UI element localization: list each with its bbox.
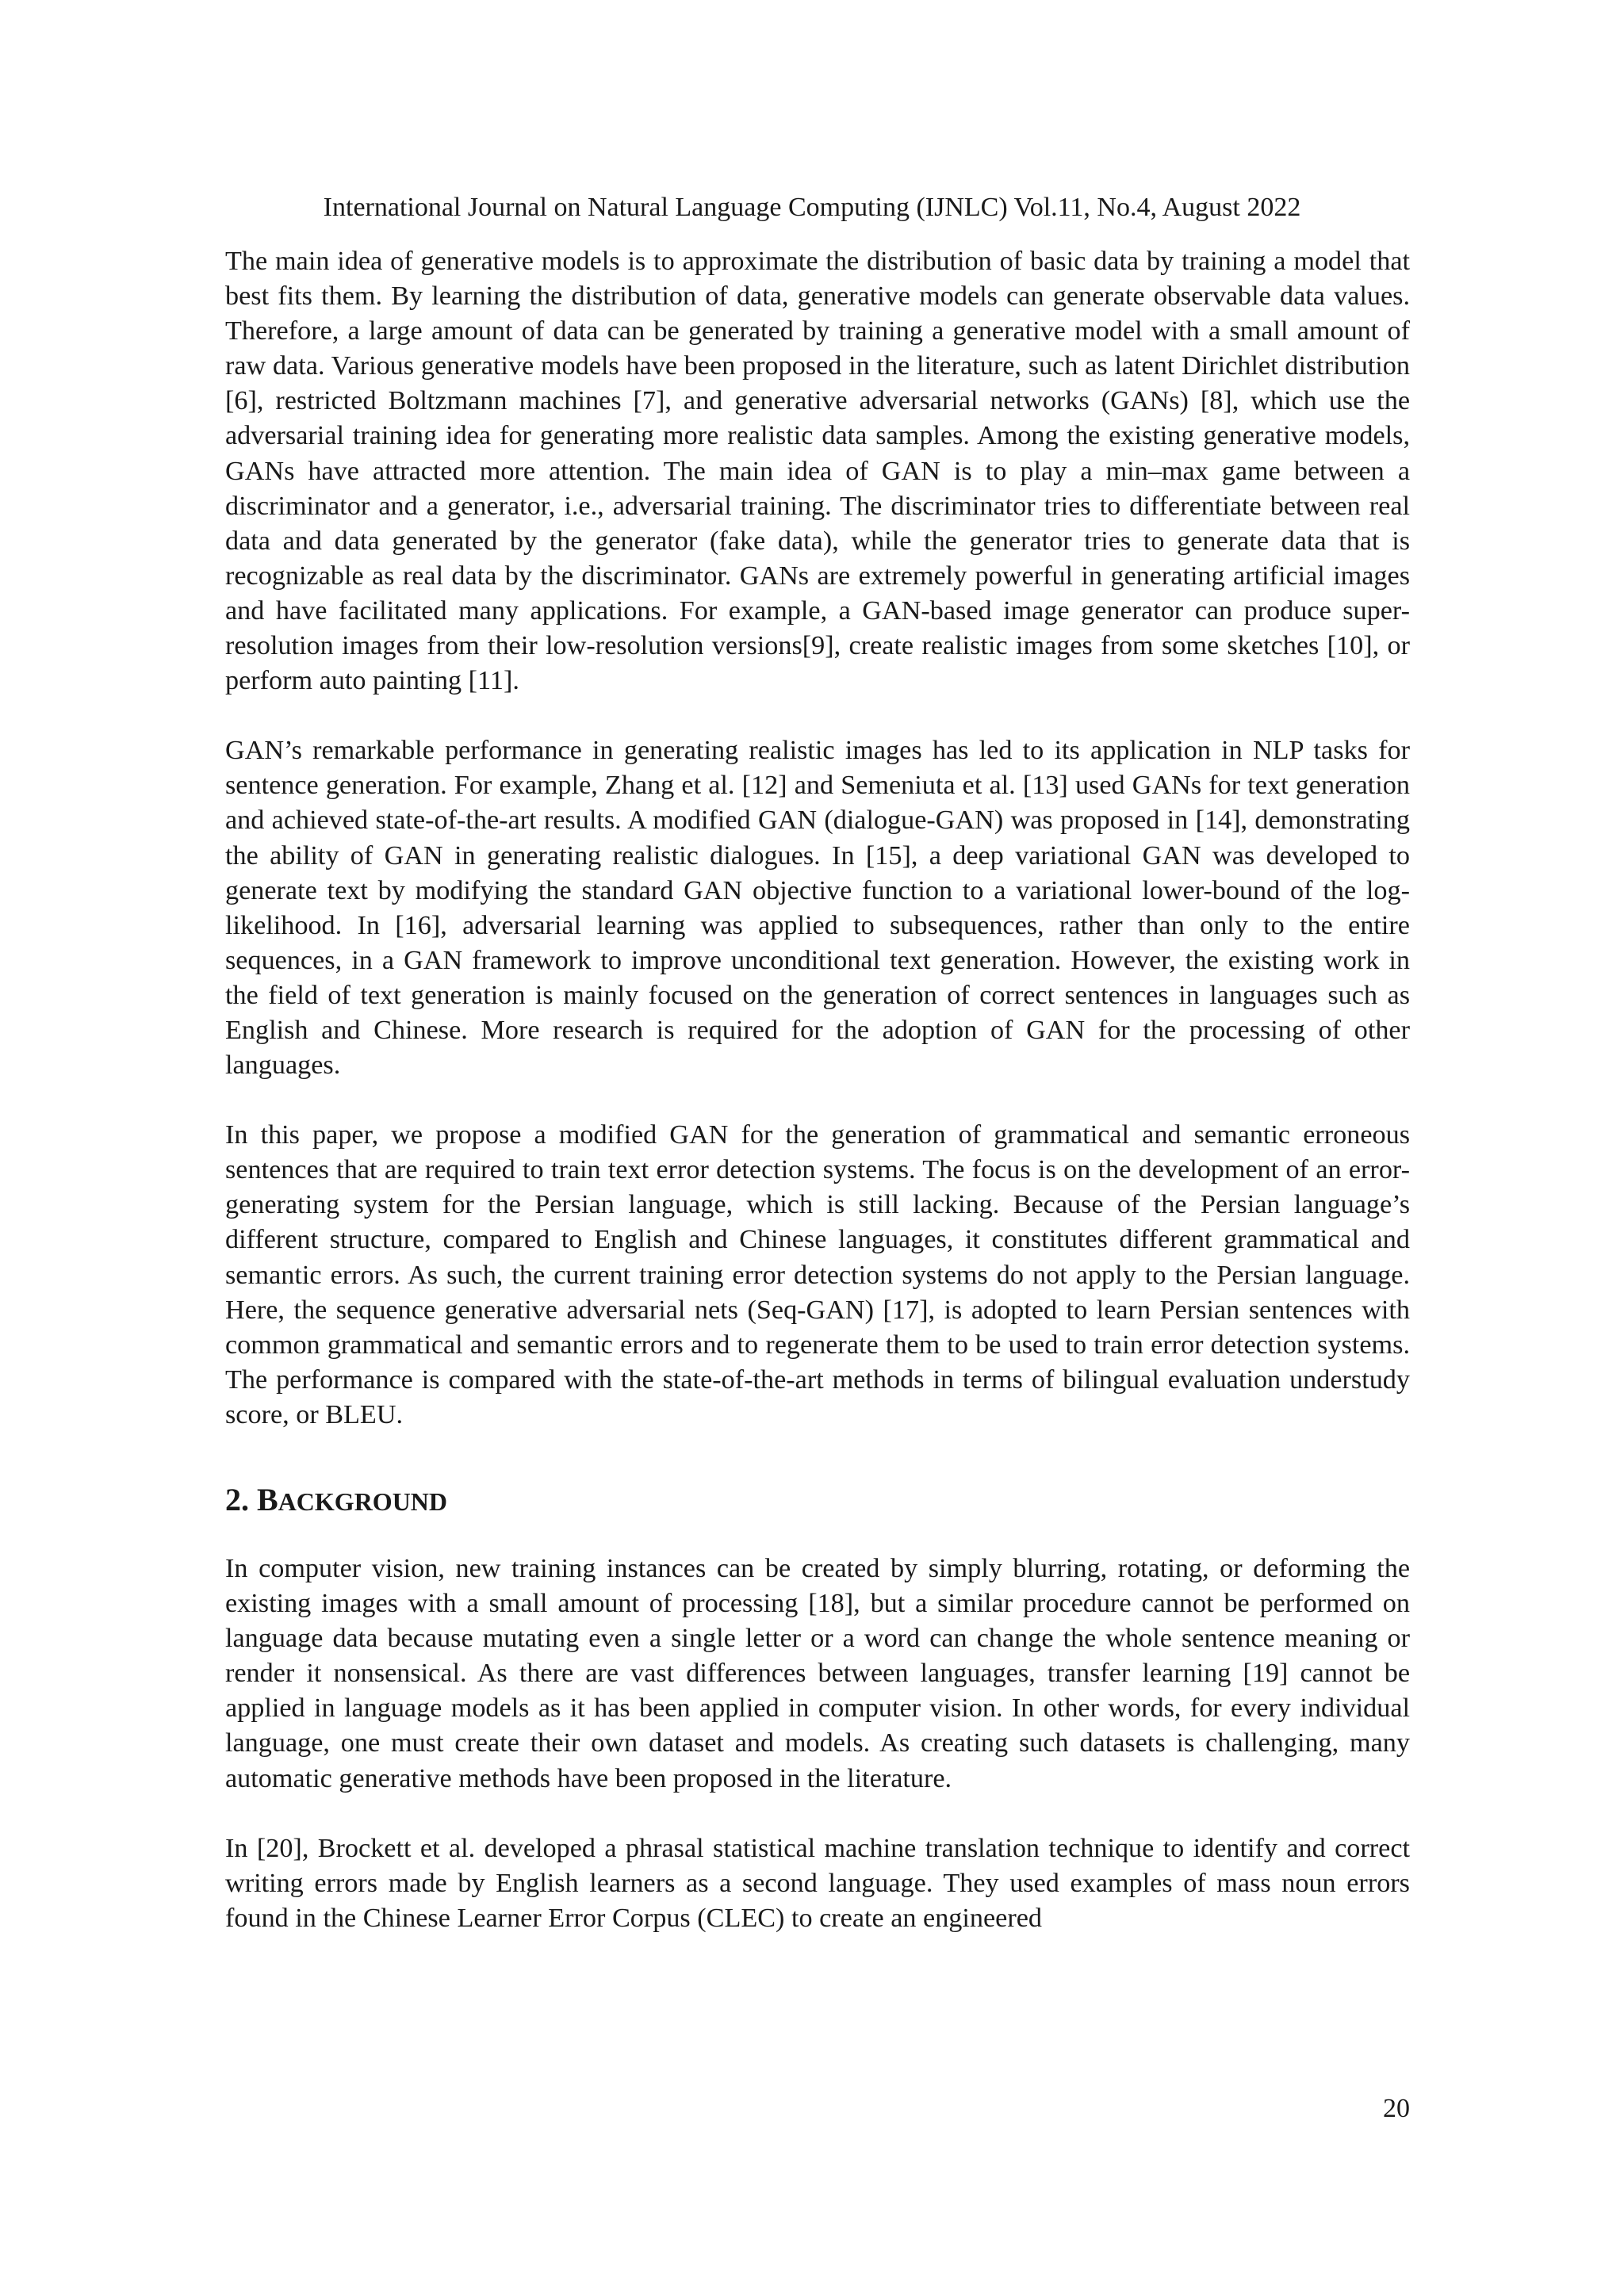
running-header: International Journal on Natural Language Computing (IJNLC) Vol.11, No.4, August 2022	[323, 193, 1301, 222]
section-number: 2.	[225, 1482, 249, 1517]
body-paragraph: In [20], Brockett et al. developed a phrasal statistical machine translation technique to identify and correct writing errors made by English learners as a second language. They used examples of mass noun errors found in the Chinese Learner Error Corpus (CLEC) to create an engineered	[225, 1833, 1410, 1933]
page-body	[225, 244, 1410, 1936]
body-paragraph: In this paper, we propose a modified GAN for the generation of grammatical and semantic erroneous sentences that are required to train text error detection systems. The focus is on the development of an error-generating system for the Persian language, which is still lacking. Because of the Persian language’s different structure, compared to English and Chinese languages, it constitutes different grammatical and semantic errors. As such, the current training error detection systems do not apply to the Persian language. Here, the sequence generative adversarial nets (Seq-GAN) [17], is adopted to learn Persian sentences with common grammatical and semantic errors and to regenerate them to be used to train error detection systems. The performance is compared with the state-of-the-art methods in terms of bilingual evaluation understudy score, or BLEU.	[225, 1120, 1410, 1429]
body-paragraph: The main idea of generative models is to approximate the distribution of basic data by training a model that best fits them. By learning the distribution of data, generative models can generate observable data values. Therefore, a large amount of data can be generated by training a generative model with a small amount of raw data. Various generative models have been proposed in the literature, such as latent Dirichlet distribution [6], restricted Boltzmann machines [7], and generative adversarial networks (GANs) [8], which use the adversarial training idea for generating more realistic data samples. Among the existing generative models, GANs have attracted more attention. The main idea of GAN is to play a min–max game between a discriminator and a generator, i.e., adversarial training. The discriminator tries to differentiate between real data and data generated by the generator (fake data), while the generator tries to generate data that is recognizable as real data by the discriminator. GANs are extremely powerful in generating artificial images and have facilitated many applications. For example, a GAN-based image generator can produce super-resolution images from their low-resolution versions[9], create realistic images from some sketches [10], or perform auto painting [11].	[225, 247, 1410, 696]
section-title-rest: ACKGROUND	[278, 1487, 448, 1516]
body-paragraph: In computer vision, new training instances can be created by simply blurring, rotating, or deforming the existing images with a small amount of processing [18], but a similar procedure cannot be performed on language data because mutating even a single letter or a word can change the whole sentence meaning or render it nonsensical. As there are vast differences between languages, transfer learning [19] cannot be applied in language models as it has been applied in computer vision. In other words, for every individual language, one must create their own dataset and models. As creating such datasets is challenging, many automatic generative methods have been proposed in the literature.	[225, 1554, 1410, 1793]
section-heading-background	[225, 1480, 1410, 1521]
page-number: 20	[1383, 2094, 1410, 2123]
body-paragraph: GAN’s remarkable performance in generating realistic images has led to its application in NLP tasks for sentence generation. For example, Zhang et al. [12] and Semeniuta et al. [13] used GANs for text generation and achieved state-of-the-art results. A modified GAN (dialogue-GAN) was proposed in [14], demonstrating the ability of GAN in generating realistic dialogues. In [15], a deep variational GAN was developed to generate text by modifying the standard GAN objective function to a variational lower-bound of the log-likelihood. In [16], adversarial learning was applied to subsequences, rather than only to the entire sequences, in a GAN framework to improve unconditional text generation. However, the existing work in the field of text generation is mainly focused on the generation of correct sentences in languages such as English and Chinese. More research is required for the adoption of GAN for the processing of other languages.	[225, 736, 1410, 1081]
section-title-initial: B	[257, 1482, 278, 1517]
